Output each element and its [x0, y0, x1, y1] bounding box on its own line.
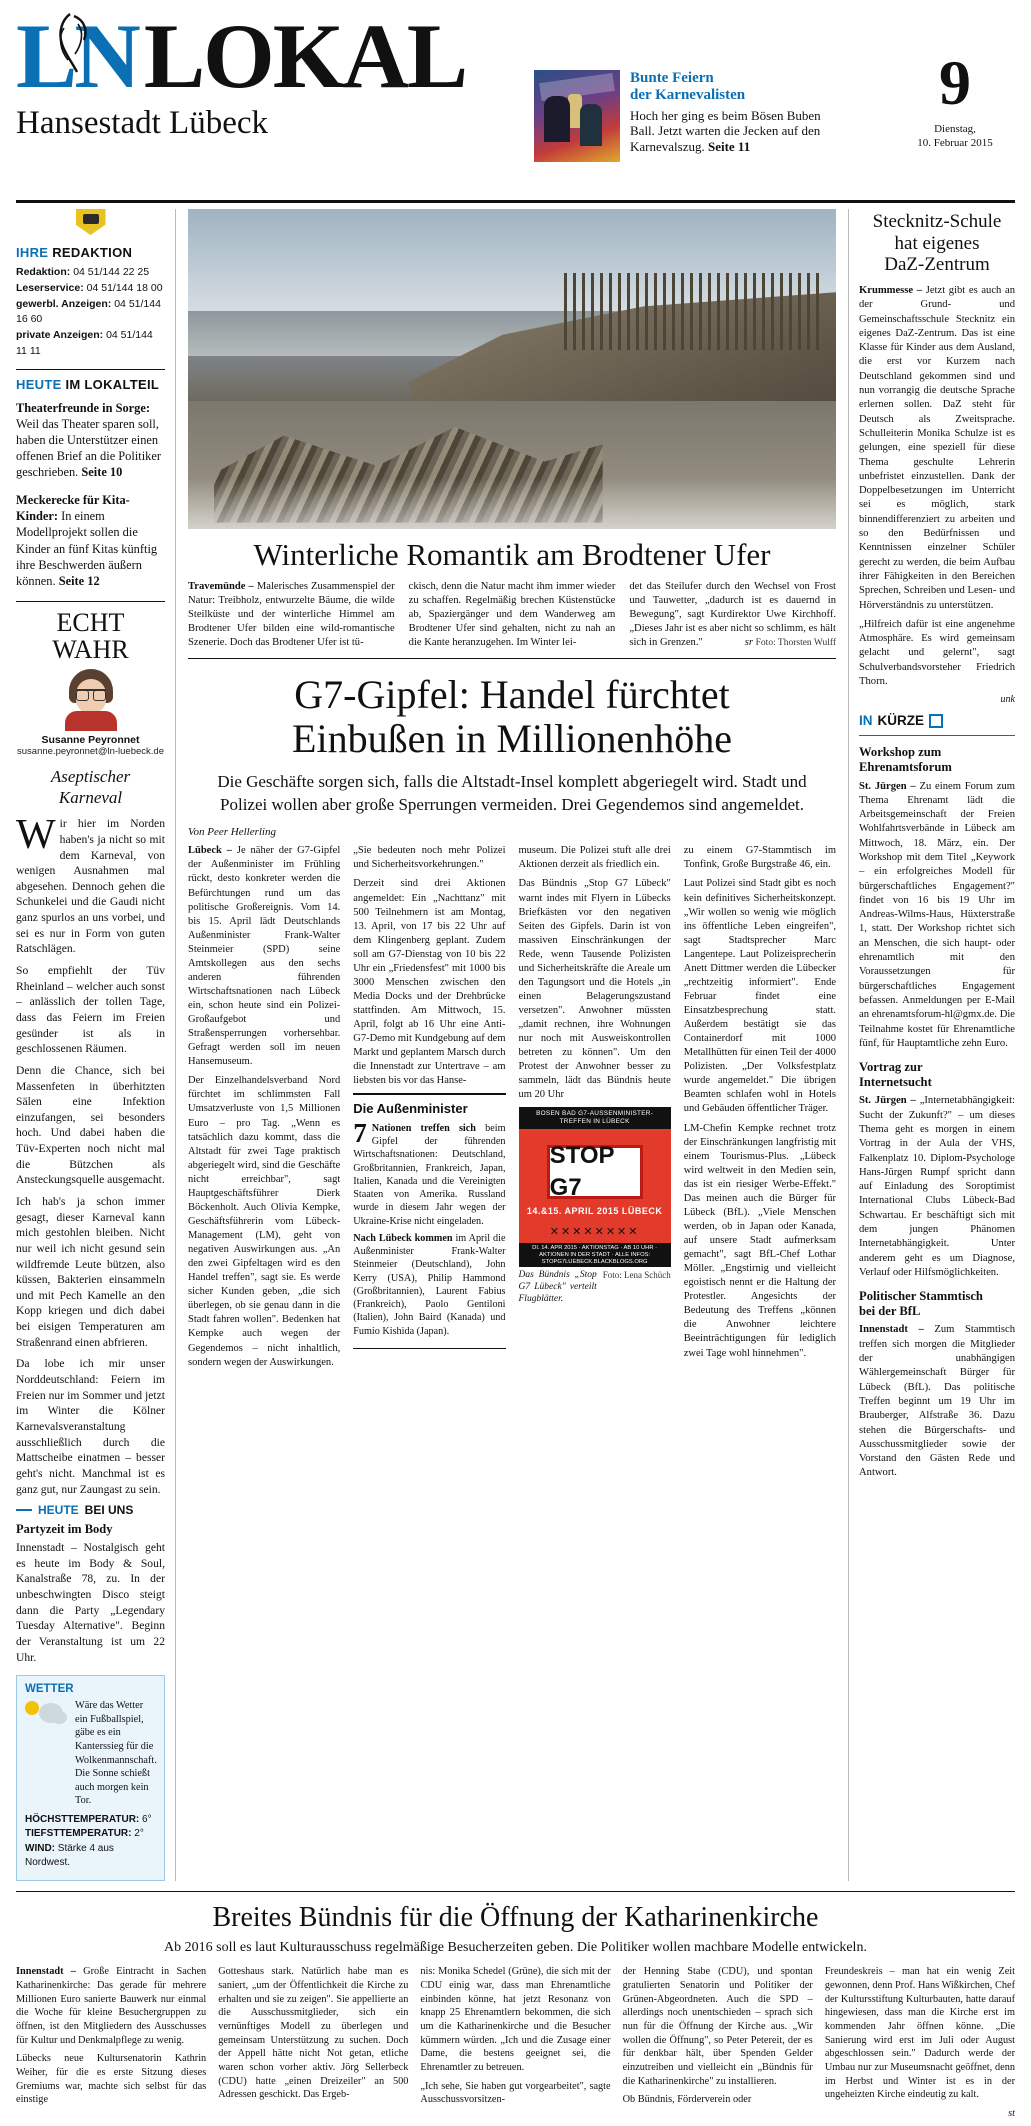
article-photo-brodten	[188, 209, 836, 529]
weather-box	[16, 1675, 165, 1881]
teaser-page-ref[interactable]: Seite 11	[707, 139, 751, 155]
protest-poster-image	[519, 1107, 671, 1267]
logo-lokal: LOKAL	[143, 5, 467, 107]
date-full: 10. Februar 2015	[917, 136, 993, 149]
contact-row: Leserservice: 04 51/144 18 00	[16, 281, 163, 294]
divider	[16, 1891, 1015, 1892]
page-number-block	[895, 14, 1015, 150]
swan-icon	[44, 10, 102, 76]
teaser-text-block	[630, 70, 844, 162]
contact-row: Redaktion: 04 51/144 22 25	[16, 266, 150, 278]
party-heading: Partyzeit im Body	[16, 1522, 113, 1537]
poster-bottom-text: DI. 14. APR 2015 · AKTIONSTAG · AB 10 UHR · AKTIONEN IN DER STADT · ALLE INFOS: STOPG7LUEBECK.BLACKBLOGS.ORG	[519, 1243, 671, 1267]
bottom-article	[16, 1891, 1015, 2126]
kk-col-5: Freundeskreis – man hat ein wenig Zeit gewonnen, denn Prof. Hans Wißkirchen, Chef der Kultursstiftung Kulturbauten, hatte darauf hingewiesen, dass man die Kirche erst im kommenden Jahr öffnen könne. „Die Sanierung wird erst im Juli oder August abgeschlossen sein." Dadurch werde der Umbau nur zur Museumsnacht geöffnet, denn im Herbst und Winter ist es in der ungeheizten Kirche eindeutig zu kalt. st	[824, 1966, 1016, 2120]
teaser-image	[534, 70, 620, 162]
kk-col-2: Gotteshaus stark. Natürlich habe man es saniert, „um der Öffentlichkeit die Kirche zu erhalten und sie zu zeigen". Sie appellierte an die Ausschussmitglieder, sich ein vernünftiges Modell zu überlegen und gemeinsam Unterstützung zu suchen. Doch der Appell hätte nicht Not getan, etliche waren schon vorher aktiv. Jörg Sellerbeck (CDU) hatte „einen Dreizeiler" an 500 Adressen geschickt. Das Ergeb-	[218, 1966, 409, 2101]
right-sidebar	[848, 209, 1015, 1881]
divider	[188, 658, 836, 659]
contact-row: private Anzeigen: 04 51/144 11 11	[16, 329, 153, 357]
poster-photo-credit: Foto: Lena Schüch	[602, 1270, 671, 1281]
city-crest-icon	[76, 209, 106, 239]
list-item[interactable]: Theaterfreunde in Sorge: Weil das Theater sparen soll, haben die Unterstützer einen offenen Brief an die Politiker geschrieben. Seite 10	[16, 400, 161, 479]
author-email[interactable]: susanne.peyronnet@ln-luebeck.de	[17, 746, 164, 758]
author-name: Susanne Peyronnet	[41, 734, 140, 747]
brief-item[interactable]: Politischer Stammtisch bei der BfL Innenstadt – Zum Stammtisch treffen sich morgen die Mitglieder der unabhängigen Wählergemeinschaft Bürger für Lübeck (BfL). Das politische Treffen beginnt um 19 Uhr im Brauberger, Alfstraße 36. Dazu stehen die Bürgerschafts- und Ausschussmitglieder sowie der Vorstand den Gästen Rede und Antwort.	[859, 1289, 1015, 1479]
infobox-number: 7	[353, 1117, 367, 1148]
main-content	[176, 209, 848, 1881]
infobox-aussenminister: Die Außenminister 7 Nationen treffen sich beim Gipfel der führenden Wirtschaftsnationen: Deutschland, Großbritannien, Frankreich, Japan, Italien, Kanada und die Vereinigten Staaten von Amerika. Russland wurde in diesem Jahr wegen der Ukraine-Krise nicht eingeladen. Nach Lübeck kommen im April die Außenminister Frank-Walter Steinmeier (Deutschland), John Kerry (USA), Philip Hammond (Großbritannien), Laurent Fabius (Frankreich), Paolo Gentiloni (Italien), John Baird (Kanada) und Fumio Kishida (Japan).	[353, 1093, 505, 1348]
redaktion-contacts	[16, 265, 165, 360]
redaktion-heading	[16, 245, 165, 260]
avatar	[59, 669, 123, 731]
page-grid	[16, 209, 1015, 1881]
article-subhead-katharinenkirche: Ab 2016 soll es laut Kulturausschuss regelmäßige Besucherzeiten geben. Die Politiker wollen machbare Modelle entwickeln.	[164, 1940, 867, 1956]
article-body-brodten: Travemünde – Malerisches Zusammenspiel der Natur: Treibholz, entwurzelte Bäume, die wilde Steilküste und der winterliche Himmel am Brodtener Ufer bilden eine wild-romantische Szenerie. Doch das Brodtener Ufer ist tü- ckisch, denn die Natur macht ihm immer wieder zu schaffen. Regelmäßig brechen Küstenstücke ab, Spaziergänger und dem Wanderweg am Brodtener Ufer sind gehalten, nicht zu nah an die Kante heranzugehen. Im Winter lei- det das Steilufer durch den Wechsel von Frost und Tauwetter, „dadurch ist es dauernd in Bewegung", sagt Kurdirektor Uwe Kirchhoff. „Dieses Jahr ist es aber nicht so schlimm, es hält sich in Grenzen." sr Foto: Thorsten Wulff	[188, 581, 837, 649]
poster-decoration: ✕✕✕✕✕✕✕✕	[549, 1226, 640, 1239]
teaser-headline-line2: der Karnevalisten	[630, 87, 746, 104]
poster-stop-sign: STOP G7	[547, 1145, 643, 1199]
column-title: Aseptischer Karneval	[50, 767, 131, 807]
g7-col-1: Lübeck – Je näher der G7-Gipfel der Außenminister im Frühling rückt, desto konkreter werden die Befürchtungen rund um das politische Großereignis. Vom 14. bis 15. April lädt Deutschlands Außenminister Frank-Walter Steinmeier (SPD) seine Amtskollegen aus den sechs anderen führenden Wirtschaftsnationen nach Lübeck ein, schon heute sind ein Polizei-Großaufgebot und Straßensperrungen vorhersehbar. Gefragt werden soll im neuen Hansemuseum. Der Einzelhandelsverband Nord fürchtet im schlimmsten Fall Umsatzverluste von 1,5 Millionen Euro – pro Tag. „Wenn es tatsächlich dazu kommt, dass die Altstadt für zwei Tage praktisch abgeriegelt wird, sind die Geschäfte nicht erreichbar", sagt Hauptgeschäftsführer Dierk Böckenholt. Auch Olivia Kempke, Geschäftsführerin vom Lübeck-Management (LM), geht von negativen Auswirkungen aus. „An den zwei Gipfeltagen wird es den Handel treffen", sagt sie. Es werde sicher Kunden geben, „die sich überlegen, ob sie genau dann in die Stadt fahren wollen". Bedenken hat Kempke auch wegen der Gegendemos – nicht inhaltlich, sondern wegen der Auswirkungen.	[188, 845, 341, 1368]
brief-item[interactable]: Workshop zum Ehrenamtsforum St. Jürgen – Zu einem Forum zum Thema Ehrenamt lädt die Arbeitsgemeinschaft der Freien Wohlfahrtsverbände in Lübeck am Mittwoch, 18. März, ein. Der Workshop mit dem Titel „Keywork – ein erfolgreiches Modell für bürgerschaftliches Engagement?" findet von 16 bis 19 Uhr im Andreas-Wilms-Haus, Hüxterstraße 1, statt. Der Workshop richtet sich an Menschen, die sich haupt- oder ehrenamtlich mit den Voraussetzungen für bürgerschaftliches Engagement befassen. Anmeldungen per E-Mail an ehrenamtsforum-hl@gmx.de. Die Teilnahme kostet für Ehrenamtliche fünf, für Hauptamtliche zehn Euro.	[859, 745, 1015, 1049]
article-body-stecknitz: Krummesse – Jetzt gibt es auch an der Grund- und Gemeinschaftsschule Stecknitz ein eigenes DaZ-Zentrum. Das ist eine Klasse für Kinder aus dem Ausland, die erst vor Kurzem nach Deutschland gekommen sind und nun vorrangig die deutsche Sprache erlernen sollen. DaZ steht für Deutsch als Zweitsprache. Schulleiterin Monika Schulze ist es gelungen, eine speziell für diese Thema geschulte Lehrerin unbefristet einzustellen. Dank der Doppelbesetzungen im Unterricht sei es möglich, stark binnendifferenziert zu arbeiten und so den Bedürfnissen und Kenntnissen einzelner Schüler gerecht zu werden, die beim Aufbau ihrer Fähigkeiten in den Bereichen Sprechen, Schreiben und Lesen- und Hörverständnis zu unterstützen. „Hilfreich dafür ist eine angenehme Atmosphäre. Es wird gemeinsam gelacht und gelernt", sagt Schulverbandsvorsteher Friedrich Thorn.	[859, 284, 1015, 687]
date-weekday: Dienstag,	[934, 122, 976, 135]
article-byline-g7: Von Peer Hellerling	[188, 826, 276, 839]
article-subhead-g7: Die Geschäfte sorgen sich, falls die Altstadt-Insel komplett abgeriegelt wird. Stadt und Polizei wollen aber große Sperrungen vermeiden. Drei Gegendemos sind angemeldet.	[217, 772, 807, 814]
article-headline-g7: G7-Gipfel: Handel fürchtet Einbußen in Millionenhöhe	[292, 672, 732, 762]
list-item[interactable]: Meckerecke für Kita-Kinder: In einem Modellprojekt sollen die Kinder an fünf Kitas künftig ihre Beschwerden äußern können. Seite 12	[16, 493, 158, 588]
photo-credit: Foto: Thorsten Wulff	[755, 638, 837, 649]
divider	[859, 735, 1015, 736]
kk-col-3: nis: Monika Schedel (Grüne), die sich mit der CDU einig war, dass man Ehrenamtliche einbinden könne, hat jetzt Resonanz von knapp 25 Ehrenamtlern bekommen, die sich um die Katharinenkirche und die Besucher kümmern würden. „Ich und die Zusage einer Dame, die bestens geeignet sei, die Ehrenamtler zu betreuen. „Ich sehe, Sie haben gut vorgearbeitet", sagte Ausschussvorsitzen-	[420, 1966, 611, 2106]
redaktion-heading-blue: IHRE	[16, 245, 49, 260]
echt-wahr-title: ECHT WAHR	[52, 607, 129, 665]
page-number: 9	[939, 47, 971, 118]
infobox-title: Die Außenminister	[353, 1101, 468, 1117]
article-headline-brodten: Winterliche Romantik am Brodtener Ufer	[253, 537, 771, 572]
brief-item[interactable]: Vortrag zur Internetsucht St. Jürgen – „Internetabhängigkeit: Sucht der Zukunft?" – um dieses Thema geht es morgen in einem Vortrag in der Aula der VHS, Falkenplatz 10. Diplom-Psychologe Hans-Jürgen Rumpf spricht dann auf Einladung des Soroptimist International Clubs Lübeck-Bad Schwartau. Er beschäftigt sich mit dem jungen Phänomen Internetabhängigkeit. Unter anderem geht es um Diagnose, Verlauf oder Hilfsmöglichkeiten.	[859, 1060, 1015, 1278]
weather-values: HÖCHSTTEMPERATUR: 6° TIEFSTTEMPERATUR: 2° WIND: Stärke 4 aus Nordwest.	[25, 1813, 152, 1869]
masthead-subtitle: Hansestadt Lübeck	[16, 104, 268, 141]
teaser-headline-line1: Bunte Feiern	[630, 70, 714, 86]
divider	[16, 369, 165, 370]
divider	[16, 601, 165, 602]
poster-caption: Das Bündnis „Stop G7 Lübeck" verteilt Flugblätter.	[518, 1270, 597, 1305]
article-headline-stecknitz: Stecknitz-Schule hat eigenes DaZ-Zentrum	[872, 211, 1002, 276]
party-text: Innenstadt – Nostalgisch geht es heute im Body & Soul, Kanalstraße 78, zu. In der unbeschwingten Disco steigt dann die Party „Legendary Tuesday Alternative". Beginn der Veranstaltung ist um 22 Uhr.	[16, 1541, 165, 1664]
article-body-katharinenkirche	[16, 1965, 1015, 2126]
left-sidebar	[16, 209, 176, 1881]
masthead-teaser[interactable]	[534, 14, 844, 162]
article-signature: unk	[1000, 694, 1015, 706]
heute-bei-uns-heading: HEUTE BEI UNS	[16, 1503, 165, 1517]
weather-text: Wäre das Wetter ein Fußballspiel, gäbe es ein Kanterssieg für die Wolkenmannschaft. Die Sonne schießt auch morgen kein Tor.	[75, 1700, 157, 1807]
column-body: Wir hier im Norden haben's ja nicht so mit dem Karneval, von wenigen Ausnahmen mal abgesehen. Dennoch gehen die Schunkelei und die Gaudi nicht ganz spurlos an uns vorbei, und sei es nur in Form von guten Ratschlägen. So empfiehlt der Tüv Rheinland – welcher auch sonst – anlässlich der tollen Tage, dass das Feiern im Freien gesünder ist als in geschlossenen Räumen. Denn die Chance, sich bei Massenfeten in überhitzten Sälen eine Infektion einzufangen, sei besonders hoch. Und dabei haben die Tüv-Experten noch nicht mal die Bützchen als Ansteckungsquelle ausgemacht. Ich hab's ja schon immer gesagt, dieser Karneval kann mich gestohlen bleiben. Nicht nur weil ich nicht gesund sein wildfremde Leute bützen, also küssen, Bakterien einsammeln und mit Pech Kamelle an den Kopp kriegen und dich dabei bei eisigen Temperaturen am Straßenrand einen abfrieren. Da lobe ich mir unser Norddeutschland: Feiern im Freien nur im Sommer und jetzt im Winter die Kölner Karnevalsveranstaltung ausschließlich durch die Mattscheibe einatmen – besser geht's nicht. Manchmal ist es ganz gut, nur Zaungast zu sein.	[16, 812, 165, 1496]
redaktion-heading-black: REDAKTION	[52, 245, 133, 260]
poster-date: 14.&15. APRIL 2015 LÜBECK	[526, 1206, 663, 1217]
in-kuerze-heading: IN KÜRZE	[859, 713, 1015, 728]
heute-heading: HEUTE IM LOKALTEIL	[16, 376, 160, 392]
masthead-divider	[16, 200, 1015, 203]
weather-title: WETTER	[25, 1683, 74, 1696]
article-headline-katharinenkirche: Breites Bündnis für die Öffnung der Katharinenkirche	[212, 1901, 819, 1933]
teaser-body: Hoch her ging es beim Bösen Buben Ball. Jetzt warten die Jecken auf den Karnevalszug.	[630, 107, 821, 155]
article-body-g7	[188, 844, 836, 1374]
g7-col-4: zu einem G7-Stammtisch im Tonfink, Große Burgstraße 46, ein. Laut Polizei sind Stadt gibt es noch kein definitives Sicherheitskonzept. „Wir wollen so wenig wie möglich ins öffentliche Leben eingreifen", sagt Stadtsprecher Marc Langentepe. Laut Polizeisprecherin Anett Dittmer werden die Lübecker „rechtzeitig informiert". Ende Februar findet eine Einsatzbesprechung statt. Außerdem bestätigt sie das Containerdorf mit 1000 Metallhütten für einen Teil der 4000 Polizisten. „Der Volksfestplatz wurde angemeldet." Die übrigen Beamten schlafen wohl in Hotels und Gebäuden öffentlicher Träger. LM-Chefin Kempke rechnet trotz der Einschränkungen langfristig mit einem Tourismus-Plus. „Lübeck wird weltweit in den Medien sein, das ist ein riesiger Werbe-Effekt." Das meinen auch die Bürger für Lübeck (BfL). „Viele Menschen werden, ob in Japan oder Kanada, auf unsere Stadt aufmerksam gemacht", sagt BfL-Chef Lothar Möller. „Engstirnig und vielleicht egoistisch nennt er die Haltung der Protestler. Angesichts der Bedeutung des Treffens „können die Anwohner leichtere Beeinträchtigungen für lediglich zwei Tage wohl hinnehmen".	[683, 845, 836, 1359]
logo-ln: LN	[16, 5, 138, 107]
g7-col-2: „Sie bedeuten noch mehr Polizei und Sicherheitsvorkehrungen." Derzeit sind drei Aktionen angemeldet: Ein „Nachttanz" mit 500 Teilnehmern ist am Montag, 13. April, von 17 bis 22 Uhr auf dem Klingenberg geplant. Zudem soll am G7-Dienstag von 10 bis 22 Uhr ein „Friedensfest" mit 1000 bis 3000 Menschen zwischen den Media Docks und der Drehbrücke stattfinden. Am Mittwoch, 15. April, folgt ab 16 Uhr eine Anti-G7-Demo mit Kundgebung auf dem Markt und geplantem Marsch durch die Innenstadt zur Untertrave – am liebsten bis vor das Hanse- Die Außenminister 7 Nationen treffen sich beim Gipfel der führenden Wirtschaftsnationen: Deutschland, Großbritannien, Frankreich, Japan, Italien, Kanada und die Vereinigten Staaten von Amerika. Russland wurde in diesem Jahr wegen der Ukraine-Krise nicht eingeladen. Nach Lübeck kommen im April die Außenminister Frank-Walter Steinmeier (Deutschland), John Kerry (USA), Philip Hammond (Großbritannien), Laurent Fabius (Frankreich), Paolo Gentiloni (Italien), John Baird (Kanada) und Fumio Kishida (Japan).	[353, 844, 505, 1374]
contact-row: gewerbl. Anzeigen: 04 51/144 16 60	[16, 297, 161, 326]
masthead	[16, 5, 1015, 200]
cloud-icon	[25, 1699, 69, 1729]
kk-col-1: Innenstadt – Große Eintracht in Sachen Katharinenkirche: Das gerade für mehrere Millionen Euro sanierte Bauwerk nur einmal die Woche für kleine Besuchergruppen zu öffnen, ist den Mitgliedern des Ausschusses für Kultur und Denkmalpflege zu wenig. Lübecks neue Kultursenatorin Kathrin Weiher, für die es erste Sitzung dieses Gremiums war, machte sich selbst für das einstige	[16, 1966, 207, 2106]
g7-col-3: museum. Die Polizei stuft alle drei Aktionen derzeit als friedlich ein. Das Bündnis „Stop G7 Lübeck" warnt indes mit Flyern in Lübecks Briefkästen vor den negativen Seiten des Gipfels. Darin ist von massiven Einschränkungen der Rede, wenn Tausende Polizisten und Sicherheitskräfte die Areale um den Tagungsort und die Hotels „in einen Belagerungszustand versetzen". Anwohner müssten „damit rechnen, ihre Wohnungen nur noch mit Ausweiskontrollen betreten zu können". Um den Protest der Anwohner besser zu sammeln, lädt das Bündnis heute um 20 Uhr BOSEN BAD G7-AUSSENMINISTER-TREFFEN IN LÜBECK STOP G7 14.&15. APRIL 2015 LÜBECK ✕✕✕✕✕✕✕✕ DI. 14. APR 2015 · AKTIONSTAG · AB 10 UHR · AKTIONEN IN DER STADT · ALLE INFOS: STOPG7LUEBECK.BLACKBLOGS.ORG Das Bündnis „Stop G7 Lübeck" verteilt Flugblätter. Foto: Lena Schüch	[518, 845, 671, 1305]
poster-top-text: BOSEN BAD G7-AUSSENMINISTER-TREFFEN IN LÜBECK	[519, 1107, 671, 1129]
kk-col-4: der Henning Stabe (CDU), und spontan gratulierten Senatorin und Politiker der Grünen-Abgeordneten. Auch die SPD – allerdings noch unentschieden – sprach sich nun für die Öffnung der Kirche aus. „Wir wollen die Öffnung", so Peter Petereit, der es für denkbar hält, über Spenden Gelder einzutreiben und vielleicht ein „Bündnis für die Katharinenkirche" zu installieren. Ob Bündnis, Förderverein oder	[622, 1966, 813, 2106]
masthead-logo	[16, 5, 486, 142]
square-icon	[929, 714, 943, 728]
